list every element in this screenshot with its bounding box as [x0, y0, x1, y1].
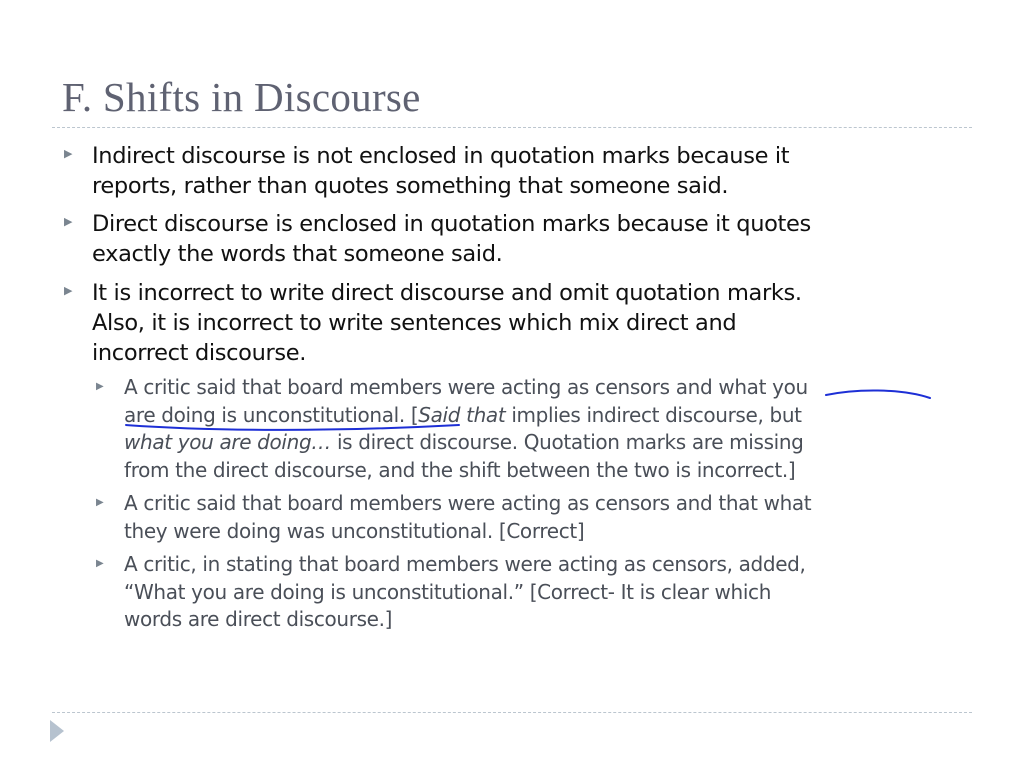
sub-bullet-italic-text: Said that	[418, 402, 506, 427]
bullet-line: reports, rather than quotes something that someone said.	[92, 173, 729, 199]
bullet-incorrect-mixing	[64, 278, 942, 368]
bullet-line: incorrect discourse.	[92, 340, 307, 366]
sub-bullet-line: A critic, in stating that board members were acting as censors, added,	[124, 552, 806, 576]
sub-bullet-triangle-icon: ▶	[96, 497, 104, 508]
sub-bullet-line: from the direct discourse, and the shift between the two is incorrect.]	[124, 457, 796, 482]
bullet-line: exactly the words that someone said.	[92, 241, 503, 267]
footer-divider	[52, 712, 972, 713]
next-slide-arrow-icon[interactable]	[50, 720, 64, 742]
sub-bullet-text: are doing is unconstitutional. [	[124, 402, 419, 427]
bullet-line: It is incorrect to write direct discourse and omit quotation marks.	[92, 280, 802, 306]
bullet-triangle-icon: ▶	[64, 147, 73, 160]
sub-bullet-incorrect-example	[96, 374, 954, 484]
bullet-line: Also, it is incorrect to write sentences which mix direct and	[92, 310, 737, 336]
sub-bullet-line: “What you are doing is unconstitutional.” [Correct- It is clear which	[124, 579, 772, 604]
sub-bullet-triangle-icon: ▶	[96, 381, 104, 392]
sub-bullet-italic-text: what you are doing…	[124, 430, 331, 454]
sub-bullet-triangle-icon: ▶	[96, 558, 104, 569]
slide-title: F. Shifts in Discourse	[62, 74, 421, 120]
sub-bullet-correct-direct	[96, 551, 954, 634]
bullet-triangle-icon: ▶	[64, 215, 73, 228]
bullet-direct-discourse	[64, 209, 942, 269]
sub-bullet-line	[124, 429, 954, 457]
bullet-indirect-discourse	[64, 141, 942, 201]
bullet-line: Direct discourse is enclosed in quotation marks because it quotes	[92, 211, 811, 237]
sub-bullet-line: A critic said that board members were acting as censors and what you	[124, 375, 808, 399]
sub-bullet-line: A critic said that board members were acting as censors and that what	[124, 491, 812, 515]
sub-bullet-line	[124, 402, 954, 430]
sub-bullet-line: they were doing was unconstitutional. [Correct]	[124, 518, 585, 543]
sub-bullet-correct-indirect	[96, 490, 954, 545]
sub-bullet-text: is direct discourse. Quotation marks are missing	[330, 430, 804, 454]
sub-bullet-line: words are direct discourse.]	[124, 607, 393, 631]
bullet-triangle-icon: ▶	[64, 284, 73, 297]
bullet-line: Indirect discourse is not enclosed in quotation marks because it	[92, 143, 790, 169]
sub-bullet-text: implies indirect discourse, but	[505, 402, 802, 427]
